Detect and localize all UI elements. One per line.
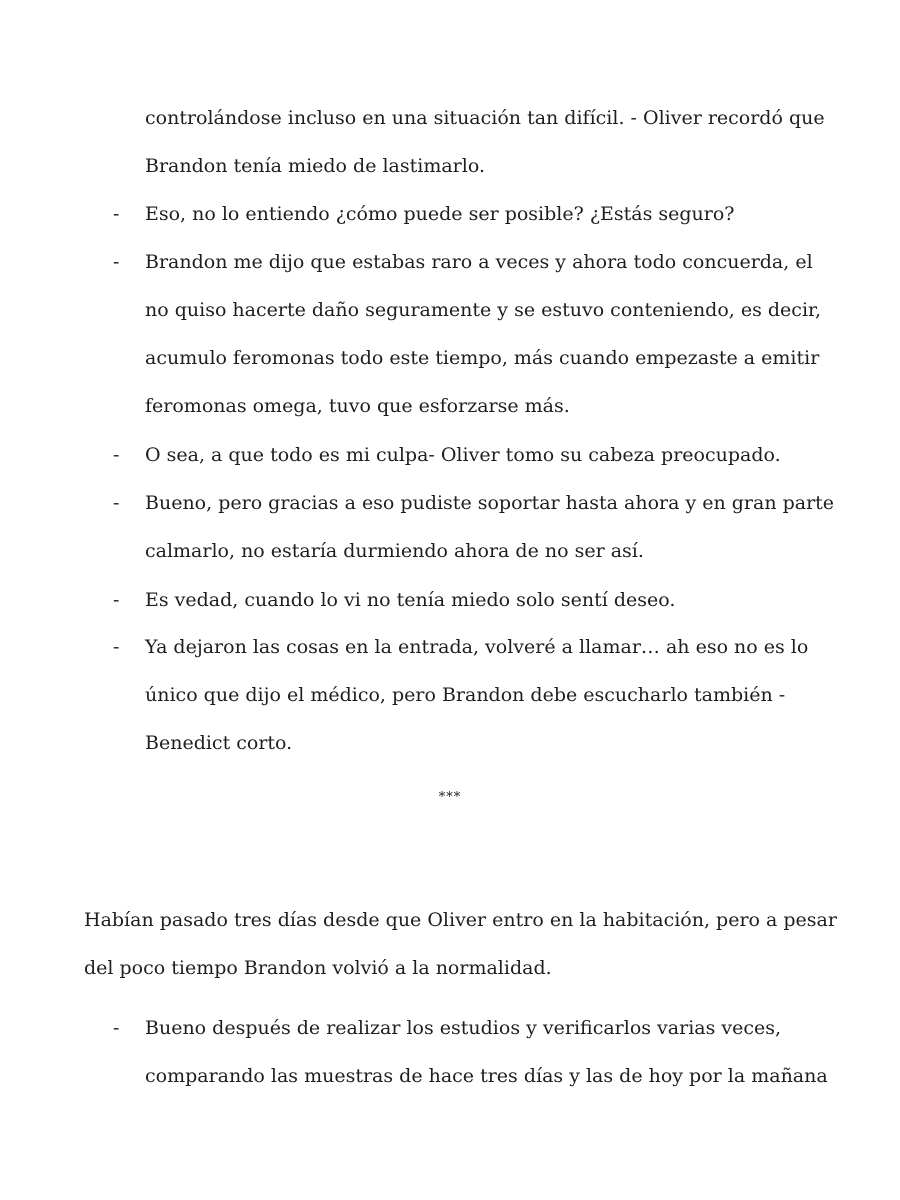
- dialogue-dash: -: [113, 444, 120, 466]
- dialogue-line: no quiso hacerte daño seguramente y se estuvo conteniendo, es decir,: [145, 299, 822, 321]
- narration-line: Habían pasado tres días desde que Oliver entro en la habitación, pero a pesar: [84, 909, 837, 931]
- dialogue-line: Bueno, pero gracias a eso pudiste soportar hasta ahora y en gran parte: [145, 492, 835, 514]
- dialogue-dash: -: [113, 589, 120, 611]
- dialogue-line: comparando las muestras de hace tres días y las de hoy por la mañana: [145, 1065, 828, 1087]
- dialogue-dash: -: [113, 636, 120, 658]
- scene-separator: ***: [438, 790, 462, 805]
- dialogue-line: feromonas omega, tuvo que esforzarse más.: [145, 395, 570, 417]
- dialogue-line: Eso, no lo entiendo ¿cómo puede ser posible? ¿Estás seguro?: [145, 203, 735, 225]
- dialogue-line: único que dijo el médico, pero Brandon debe escucharlo también -: [145, 684, 786, 706]
- dialogue-dash: -: [113, 203, 120, 225]
- text-line: controlándose incluso en una situación tan difícil. - Oliver recordó que: [145, 107, 825, 129]
- text-line: Brandon tenía miedo de lastimarlo.: [145, 155, 485, 177]
- dialogue-dash: -: [113, 492, 120, 514]
- dialogue-line: Brandon me dijo que estabas raro a veces y ahora todo concuerda, el: [145, 251, 813, 273]
- dialogue-line: calmarlo, no estaría durmiendo ahora de no ser así.: [145, 540, 644, 562]
- dialogue-line: acumulo feromonas todo este tiempo, más cuando empezaste a emitir: [145, 347, 820, 369]
- dialogue-line: Benedict corto.: [145, 732, 293, 754]
- dialogue-line: Bueno después de realizar los estudios y verificarlos varias veces,: [145, 1017, 782, 1039]
- narration-line: del poco tiempo Brandon volvió a la normalidad.: [84, 957, 552, 979]
- dialogue-dash: -: [113, 251, 120, 273]
- dialogue-dash: -: [113, 1017, 120, 1039]
- dialogue-line: Ya dejaron las cosas en la entrada, volveré a llamar… ah eso no es lo: [145, 636, 809, 658]
- dialogue-line: Es vedad, cuando lo vi no tenía miedo solo sentí deseo.: [145, 589, 676, 611]
- dialogue-line: O sea, a que todo es mi culpa- Oliver tomo su cabeza preocupado.: [145, 444, 781, 466]
